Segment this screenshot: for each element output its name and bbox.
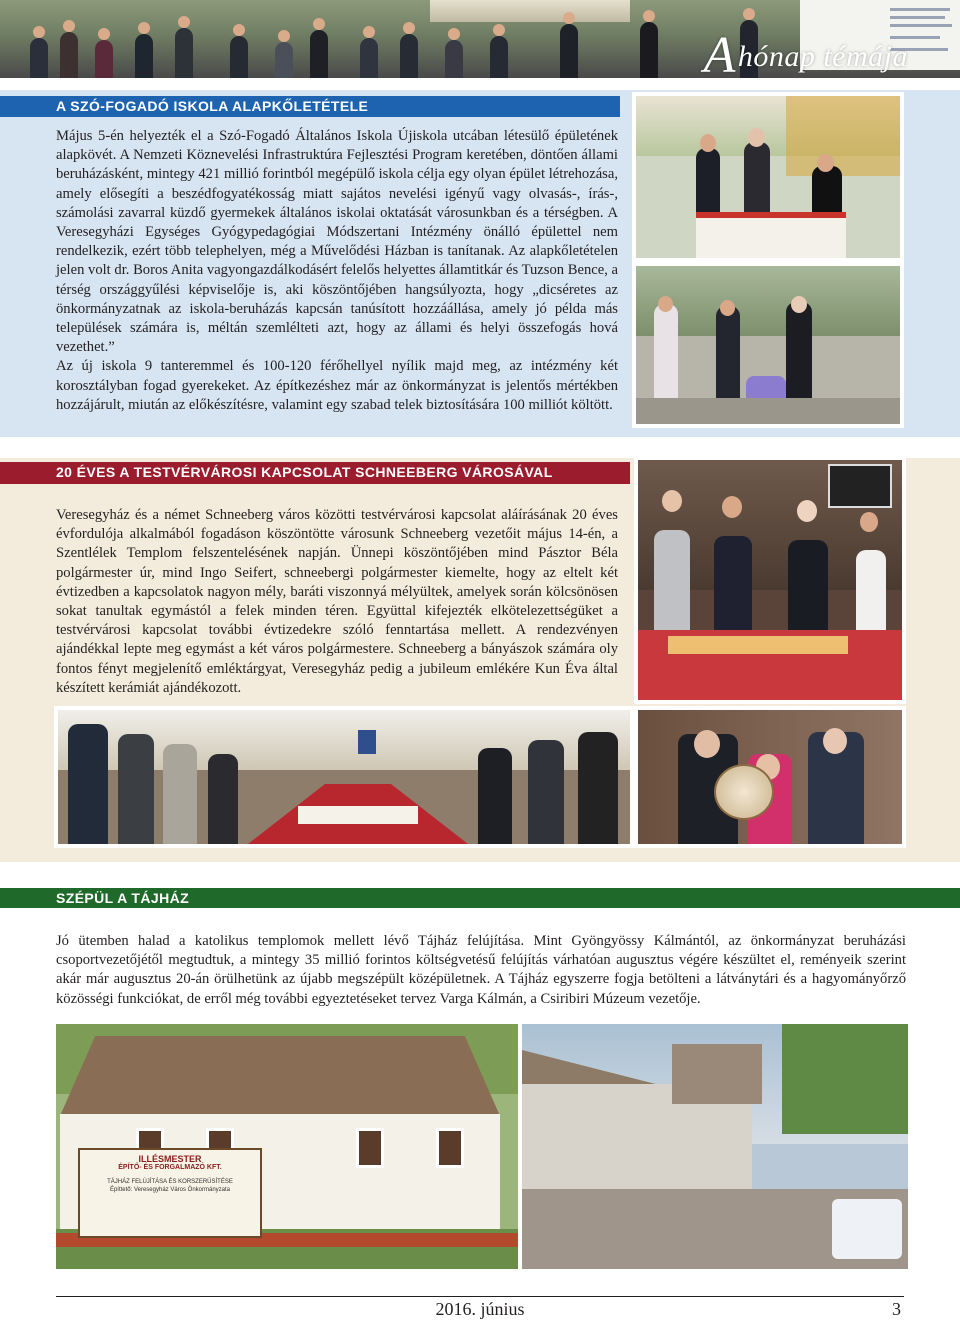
sign-line-3: TÁJHÁZ FELÚJÍTÁSA ÉS KORSZERŰSÍTÉSE bbox=[107, 1179, 233, 1185]
photo-foundation-signing bbox=[632, 92, 904, 262]
section-heading-school: A SZÓ-FOGADÓ ISKOLA ALAPKŐLETÉTELE bbox=[0, 96, 620, 117]
tent-canopy bbox=[430, 0, 630, 22]
issue-theme-title bbox=[704, 26, 908, 78]
photo-ceramic-gift bbox=[634, 706, 906, 848]
paragraph: Az új iskola 9 tanteremmel és 100-120 férőhellyel nyílik majd meg, az intézmény két korosztályban fogad gyerekeket. Az építkezéshez már az önkormányzat is jelentős mértékben hozzájárult, miután az előkészítésre, valamint egy szabad telek biztosítására 100 milliót költött. bbox=[56, 358, 618, 413]
article-twin-town bbox=[56, 506, 618, 698]
paragraph: Május 5-én helyezték el a Szó-Fogadó Általános Iskola Újiskola utcában létesülő épületének alapkövét. A Nemzeti Köznevelési Infrastruktúra Fejlesztési Program keretében, döntően állami beruházásként, mintegy 421 millió forintból megépülő iskola célja egy olyan épület létrehozása, amely elősegíti a beszédfogyatékosság miatt sajátos nevelési igényű vagy olvasás-, írás-, számolási zavarral küzdő gyermekek általános iskolai oktatását városunkban és a térségben. A Veresegyházi Egységes Gyógypedagógiai Módszertani Intézmény önálló épülettel nem rendelkezik, ezért több telephelyen, még a Művelődési Házban is tanítanak. Az alapkőletételen jelen volt dr. Boros Anita vagyongazdálkodásért felelős helyettes államtitkár és Tuzson Bence, a térség országgyűlési képviselője is, aki köszöntőjében hangsúlyozta, hogy „dicséretes az önkormányzatnak az iskola-beruházás kapcsán tanúsított hozzáállása, amely jó példa más települések számára is, méltán szemlélteti azt, hogy az állami és helyi összefogás hová vezethet.” bbox=[56, 128, 618, 356]
sign-line-4: Építtető: Veresegyház Város Önkormányzata bbox=[109, 1187, 231, 1193]
construction-sign bbox=[78, 1148, 262, 1238]
photo-reception-hall bbox=[54, 706, 634, 848]
section-heading-tajhaz: SZÉPÜL A TÁJHÁZ bbox=[0, 888, 960, 908]
article-school bbox=[56, 127, 618, 415]
photo-mayors-gift-exchange bbox=[634, 456, 906, 704]
section-heading-twin-town: 20 ÉVES A TESTVÉRVÁROSI KAPCSOLAT SCHNEEBERG VÁROSÁVAL bbox=[0, 462, 630, 484]
title-rest: hónap témája bbox=[737, 40, 908, 73]
paragraph: Jó ütemben halad a katolikus templomok mellett lévő Tájház felújítása. Mint Gyöngyössy Kálmántól, az önkormányzat beruházási csoportvezetőjétől megtudtuk, a mintegy 35 millió forintos költségvetésű felújítás várhatóan augusztus végére készültet el, reményeik szerint akár már augusztus 20-án örülhetünk az újabb megszépült középületnek. A Tájház egyszerre fogja betölteni a látványtári és a hagyományőrző közösségi funkciókat, de erről még további egyeztetéseket tervez Varga Kálmán, a Csiribiri Múzeum vezetője. bbox=[56, 933, 906, 1007]
issue-date: 2016. június bbox=[435, 1299, 525, 1319]
photo-tajhaz-front bbox=[56, 1024, 518, 1269]
sign-line-1: ILLÉSMESTER bbox=[138, 1154, 202, 1164]
photo-placing-capsule bbox=[632, 262, 904, 428]
article-tajhaz bbox=[56, 932, 906, 1009]
footer-rule bbox=[56, 1296, 904, 1297]
title-initial: A bbox=[703, 27, 736, 78]
photo-tajhaz-courtyard bbox=[522, 1024, 908, 1269]
paragraph: Veresegyház és a német Schneeberg város közötti testvérvárosi kapcsolat aláírásának 20 éves évfordulója alkalmából fogadáson köszöntötte városunk Schneeberg vezetőit május 14-én, a Szentlélek Templom felszentelésének napján. Ünnepi köszöntőjében mind Pásztor Béla polgármester úr, mind Ingo Seifert, schneebergi polgármester kiemelte, hogy az eltelt két évtizedben a kapcsolatok nagyon mély, baráti viszonnyá mélyültek, amelyek során kölcsönösen sokat tanultak egymástól a felek minden téren. Együttal kifejezték elkötelezettségüket a testvérvárosi kapcsolat további évtizedekre szóló fenntartása mellett. A rendezvényen ajándékkal lepte meg egymást a két város polgármestere. Schneeberg a bányászok számára oly fontos fényt megjelenítő emléktárgyat, Veresegyház pedig a jubileum emlékére Kun Éva által készített kerámiát ajándékozott. bbox=[56, 507, 618, 696]
page-number: 3 bbox=[892, 1299, 901, 1319]
banner-photo-strip bbox=[0, 0, 960, 78]
sign-line-2: ÉPÍTŐ- ÉS FORGALMAZÓ KFT. bbox=[118, 1164, 222, 1171]
